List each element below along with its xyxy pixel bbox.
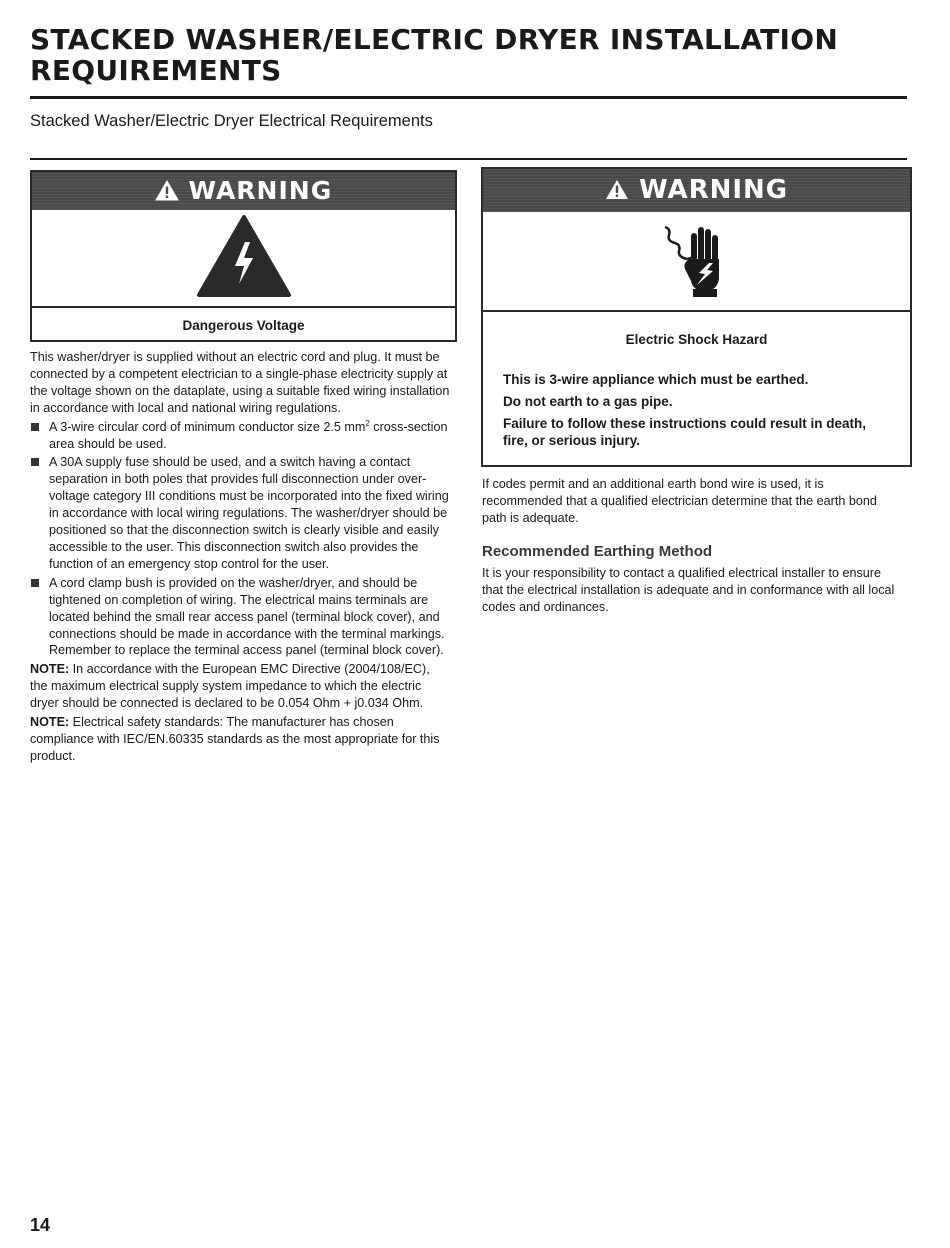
- title-rule: [30, 96, 907, 99]
- list-item: [30, 454, 450, 572]
- safety-standards-note: [30, 714, 450, 765]
- warning-triangle-icon: [155, 176, 189, 205]
- warning-header: [483, 169, 910, 212]
- emc-note: [30, 661, 450, 712]
- warning-line: This is 3-wire appliance which must be earthed.: [503, 372, 809, 387]
- list-item-text: cross-section area should be used.: [49, 419, 448, 451]
- note-label: NOTE:: [30, 662, 70, 677]
- right-column-text: [482, 476, 902, 615]
- electric-shock-hand-icon: [657, 219, 737, 304]
- dangerous-voltage-warning-box: [30, 170, 457, 342]
- warning-symbol-area: [483, 212, 910, 312]
- earthing-method-paragraph: It is your responsibility to contact a qualified electrical installer to ensure that the electrical installation is adequate and in conformance with all local codes and ordinances.: [482, 565, 895, 614]
- high-voltage-triangle-icon: [196, 214, 292, 303]
- list-item: [30, 419, 450, 453]
- superscript: 2: [365, 418, 370, 428]
- list-item-text: A cord clamp bush is provided on the washer/dryer, and should be tightened on completion of wiring. The electrical mains terminals are located behind the small rear access panel (terminal block cover), and connections should be made in accordance with the terminal markings. Remember to replace the terminal access panel (terminal block cover).: [49, 575, 445, 658]
- bullet-square-icon: [31, 423, 39, 431]
- warning-instructions: [503, 371, 894, 454]
- note-text: Electrical safety standards: The manufacturer has chosen compliance with IEC/EN.60335 standards as the most appropriate for this product.: [30, 715, 440, 763]
- page-number: 14: [30, 1215, 51, 1235]
- warning-header: [32, 172, 455, 210]
- warning-caption: Electric Shock Hazard: [625, 332, 768, 347]
- earthing-method-heading: Recommended Earthing Method: [482, 542, 713, 560]
- warning-caption: Dangerous Voltage: [182, 318, 305, 333]
- section-rule: [30, 158, 907, 160]
- electric-shock-warning-box: [481, 167, 912, 467]
- warning-line: Do not earth to a gas pipe.: [503, 394, 673, 409]
- warning-header-label: WARNING: [188, 176, 333, 205]
- list-item-text: A 3-wire circular cord of minimum conductor size 2.5 mm: [49, 419, 366, 434]
- note-text: In accordance with the European EMC Directive (2004/108/EC), the maximum electrical supply system impedance to which the electric dryer should be connected is declared to be 0.054 Ohm + j0.034 Ohm.: [30, 662, 430, 711]
- earth-bond-paragraph: If codes permit and an additional earth bond wire is used, it is recommended that a qualified electrician determine that the earth bond path is adequate.: [482, 477, 877, 525]
- section-heading: Stacked Washer/Electric Dryer Electrical Requirements: [30, 112, 433, 130]
- note-label: NOTE:: [30, 715, 70, 730]
- list-item-text: A 30A supply fuse should be used, and a switch having a contact separation in both poles that provides full disconnection under over-voltage category III conditions must be incorporated into the fixed wiring in accordance with local wiring regulations. The washer/dryer should be positioned so that the disconnection switch is clearly visible and easily accessible to the user. This disconnection switch also provides the function of an emergency stop control for the user.: [49, 455, 449, 571]
- left-column-text: [30, 349, 450, 767]
- bullet-square-icon: [31, 579, 39, 587]
- warning-triangle-icon: [605, 175, 639, 205]
- warning-symbol-area: [32, 210, 455, 308]
- warning-header-label: WARNING: [638, 175, 789, 205]
- list-item: [30, 575, 450, 660]
- requirements-list: [30, 419, 450, 660]
- warning-line: Failure to follow these instructions could result in death, fire, or serious injury.: [503, 416, 867, 448]
- bullet-square-icon: [31, 458, 39, 466]
- intro-paragraph: This washer/dryer is supplied without an electric cord and plug. It must be connected by a competent electrician to a single-phase electricity supply at the voltage shown on the dataplate, using a suitable fixed wiring installation in accordance with local and national wiring regulations.: [30, 350, 450, 415]
- page-title: STACKED WASHER/ELECTRIC DRYER INSTALLATION REQUIREMENTS: [30, 23, 839, 87]
